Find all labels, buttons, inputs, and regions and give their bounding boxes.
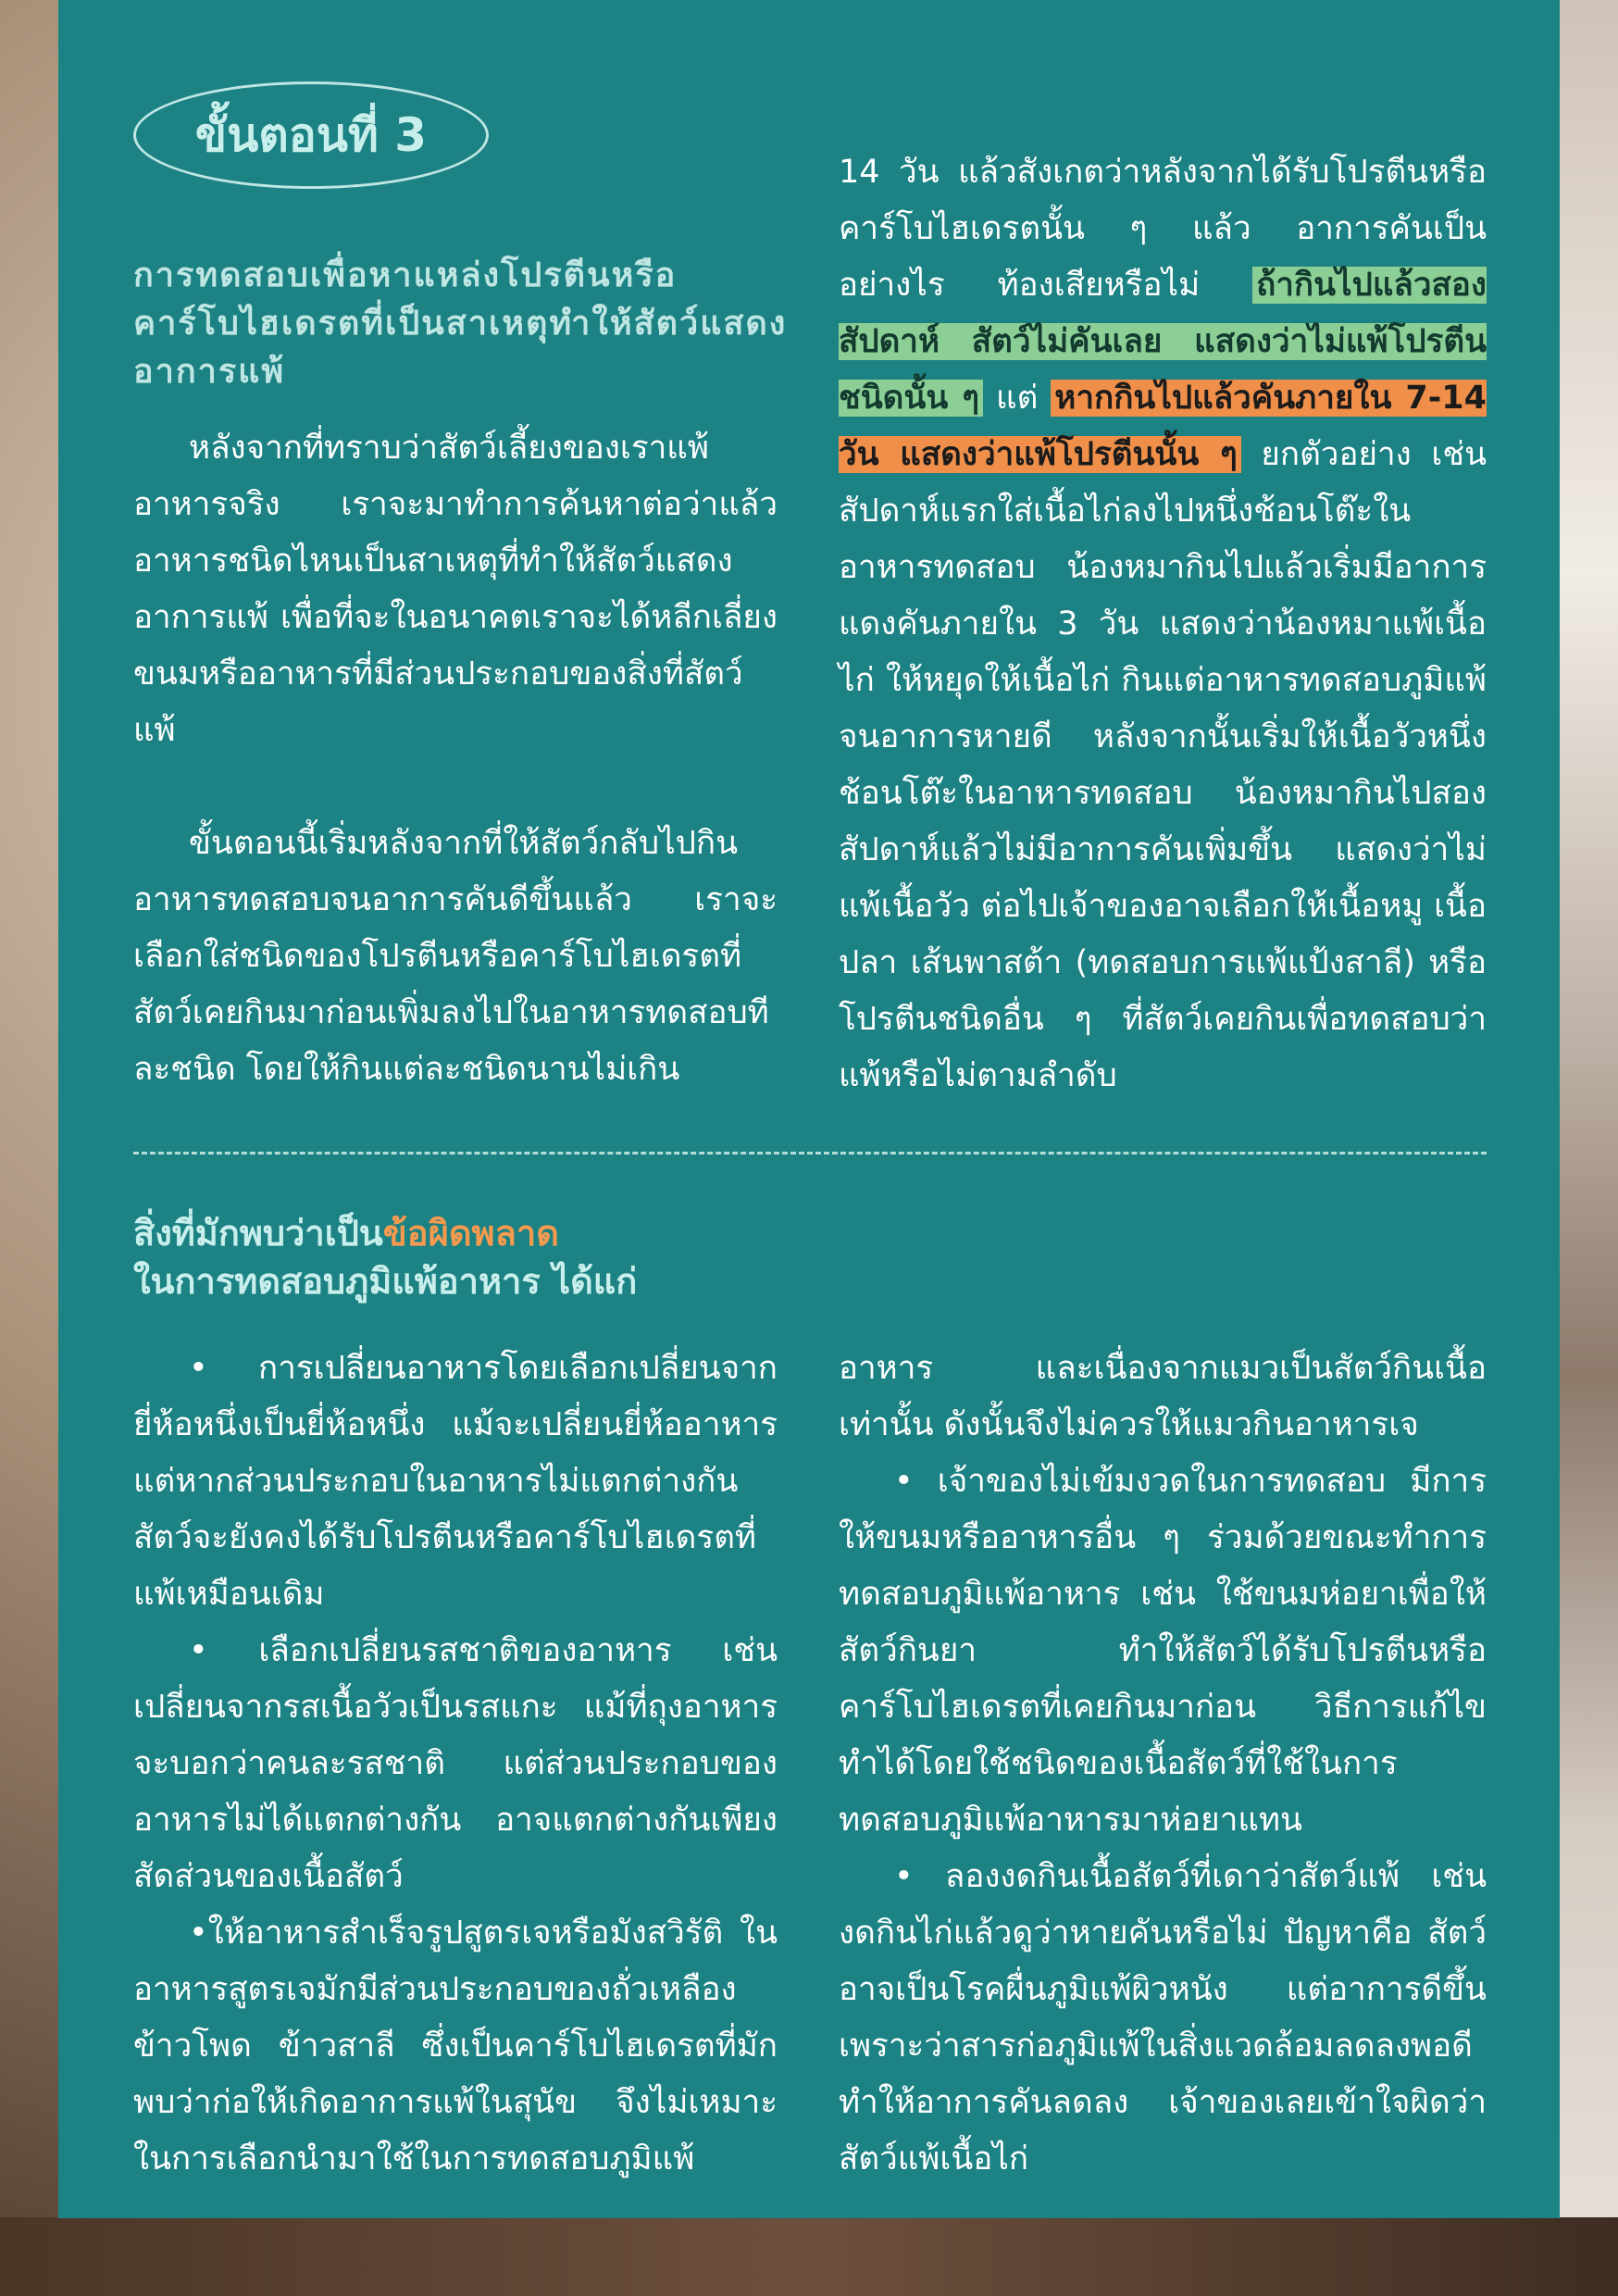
paragraph-3-text-c: ยกตัวอย่าง เช่น สัปดาห์แรกใส่เนื้อไก่ลงไปหนึ่งช้อนโต๊ะในอาหารทดสอบ น้องหมากินไปแล้วเริ่มมีอาการแดงคันภายใน 3 วัน แสดงว่าน้องหมาแพ้เนื้อไก่ ให้หยุดให้เนื้อไก่ กินแต่อาหารทดสอบภูมิแพ้จนอาการหายดี หลังจากนั้นเริ่มให้เนื้อวัวหนึ่งช้อนโต๊ะในอาหารทดสอบ น้องหมากินไปสองสัปดาห์แล้วไม่มีอาการคันเพิ่มขึ้น แสดงว่าไม่แพ้เนื้อวัว ต่อไปเจ้าของอาจเลือกให้เนื้อหมู เนื้อปลา เส้นพาสต้า (ทดสอบการแพ้แป้งสาลี) หรือโปรตีนชนิดอื่น ๆ ที่สัตว์เคยกินเพื่อทดสอบว่าแพ้หรือไม่ตามลำดับ	[839, 436, 1487, 1094]
step-badge	[133, 81, 489, 189]
mistake-item-1: • การเปลี่ยนอาหารโดยเลือกเปลี่ยนจากยี่ห้อหนึ่งเป็นยี่ห้อหนึ่ง แม้จะเปลี่ยนยี่ห้ออาหาร แต่หากส่วนประกอบในอาหารไม่แตกต่างกัน สัตว์จะยังคงได้รับโปรตีนหรือคาร์โบไฮเดรตที่แพ้เหมือนเดิม	[133, 1350, 778, 1613]
section2-heading-line2: ในการทดสอบภูมิแพ้อาหาร ได้แก่	[133, 1261, 638, 1302]
mistake-item-3-continued: อาหาร และเนื่องจากแมวเป็นสัตว์กินเนื้อเท่านั้น ดังนั้นจึงไม่ควรให้แมวกินอาหารเจ	[839, 1350, 1487, 1443]
mistake-item-5: • ลองงดกินเนื้อสัตว์ที่เดาว่าสัตว์แพ้ เช่น งดกินไก่แล้วดูว่าหายคันหรือไม่ ปัญหาคือ สัตว์อาจเป็นโรคผื่นภูมิแพ้ผิวหนัง แต่อาการดีขึ้นเพราะว่าสารก่อภูมิแพ้ในสิ่งแวดล้อมลดลงพอดี ทำให้อาการคันลดลง เจ้าของเลยเข้าใจผิดว่าสัตว์แพ้เนื้อไก่	[839, 1858, 1487, 2177]
section2-left-column	[133, 1341, 778, 2188]
mistake-item-2: • เลือกเปลี่ยนรสชาติของอาหาร เช่น เปลี่ยนจากรสเนื้อวัวเป็นรสแกะ แม้ที่ถุงอาหารจะบอกว่าคนละรสชาติ แต่ส่วนประกอบของอาหารไม่ได้แตกต่างกัน อาจแตกต่างกันเพียงสัดส่วนของเนื้อสัตว์	[133, 1632, 778, 1895]
heading-accent: ข้อผิดพลาด	[382, 1213, 559, 1254]
mistake-item-4: • เจ้าของไม่เข้มงวดในการทดสอบ มีการให้ขนมหรืออาหารอื่น ๆ ร่วมด้วยขณะทำการทดสอบภูมิแพ้อาหาร เช่น ใช้ขนมห่อยาเพื่อให้สัตว์กินยา ทำให้สัตว์ได้รับโปรตีนหรือคาร์โบไฮเดรตที่เคยกินมาก่อน วิธีการแก้ไขทำได้โดยใช้ชนิดของเนื้อสัตว์ที่ใช้ในการทดสอบภูมิแพ้อาหารมาห่อยาแทน	[839, 1463, 1487, 1839]
paragraph-3-text-a: 14 วัน แล้วสังเกตว่าหลังจากได้รับโปรตีนหรือคาร์โบไฮเดรตนั้น ๆ แล้ว อาการคันเป็นอย่างไร ท้องเสียหรือไม่	[839, 154, 1487, 304]
section2-right-column	[839, 1341, 1487, 2188]
section1-heading: การทดสอบเพื่อหาแหล่งโปรตีนหรือคาร์โบไฮเดรตที่เป็นสาเหตุทำให้สัตว์แสดงอาการแพ้	[133, 256, 788, 391]
section2-heading-line1	[133, 1209, 966, 1257]
section1-right-column	[839, 144, 1487, 1104]
section1-left-column	[133, 420, 778, 1098]
highlight-allergic: หากกินไปแล้วคันภายใน 7-14 วัน แสดงว่าแพ้โปรตีนนั้น ๆ	[839, 380, 1487, 473]
mistake-item-3: •ให้อาหารสำเร็จรูปสูตรเจหรือมังสวิรัติ ในอาหารสูตรเจมักมีส่วนประกอบของถั่วเหลือง ข้าวโพด ข้าวสาลี ซึ่งเป็นคาร์โบไฮเดรตที่มักพบว่าก่อให้เกิดอาการแพ้ในสุนัข จึงไม่เหมาะในการเลือกนำมาใช้ในการทดสอบภูมิแพ้	[133, 1915, 778, 2177]
highlight-not-allergic: ถ้ากินไปแล้วสองสัปดาห์ สัตว์ไม่คันเลย แสดงว่าไม่แพ้โปรตีนชนิดนั้น ๆ	[839, 267, 1487, 417]
section1-paragraph-1: หลังจากที่ทราบว่าสัตว์เลี้ยงของเราแพ้อาหารจริง เราจะมาทำการค้นหาต่อว่าแล้วอาหารชนิดไหนเป็นสาเหตุที่ทำให้สัตว์แสดงอาการแพ้ เพื่อที่จะในอนาคตเราจะได้หลีกเลี่ยงขนมหรืออาหารที่มีส่วนประกอบของสิ่งที่สัตว์แพ้	[133, 430, 778, 749]
paragraph-3-text-b: แต่	[983, 380, 1052, 417]
background-photo-bottom	[0, 2217, 1618, 2296]
section-divider	[133, 1152, 1487, 1154]
section1-paragraph-2: ขั้นตอนนี้เริ่มหลังจากที่ให้สัตว์กลับไปกินอาหารทดสอบจนอาการคันดีขึ้นแล้ว เราจะเลือกใส่ชนิดของโปรตีนหรือคาร์โบไฮเดรตที่สัตว์เคยกินมาก่อนเพิ่มลงไปในอาหารทดสอบทีละชนิด โดยให้กินแต่ละชนิดนานไม่เกิน	[133, 825, 778, 1088]
section1-paragraph-3	[839, 144, 1487, 1104]
section2-heading	[133, 1209, 966, 1305]
step-label: ขั้นตอนที่ 3	[194, 107, 428, 162]
heading-prefix: สิ่งที่มักพบว่าเป็น	[133, 1213, 383, 1254]
